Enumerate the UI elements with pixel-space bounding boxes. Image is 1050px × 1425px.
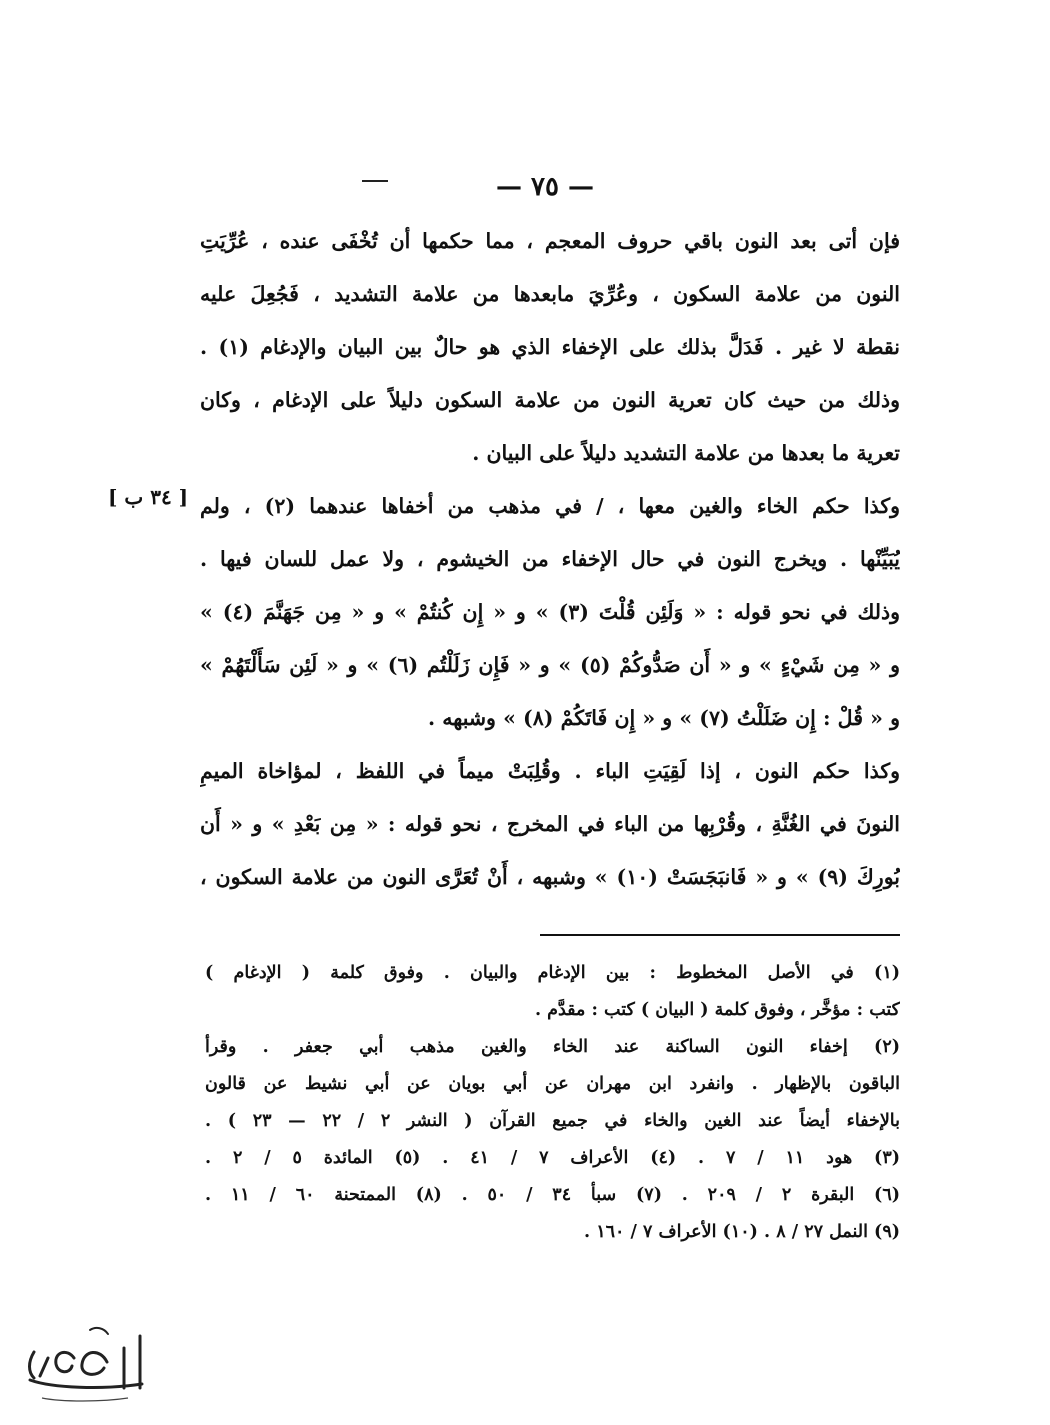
text-line: وكذا حكم الخاء والغين معها ، / في مذهب من أخفاها عندهما (٢) ، ولم	[200, 494, 900, 518]
footnote-line: (٩) النمل ٢٧ / ٨ . (١٠) الأعراف ٧ / ١٦٠ .	[584, 1222, 900, 1242]
text-line: و « مِن شَيْءٍ » و « أَن صَدُّوكُمْ (٥) » و « فَإِن زَلَلْتُم (٦) » و « لَئِن سَأَلْتَهُمْ »	[200, 653, 900, 677]
text-line: بُورِكَ (٩) » و « فَانبَجَسَتْ (١٠) » وشبهه ، أَنْ تُعَرَّى النون من علامة السكون ،	[200, 865, 900, 889]
text-line: نقطة لا غير . فَدَلَّ بذلك على الإخفاء الذي هو حالٌ بين البيان والإدغام (١) .	[200, 335, 900, 359]
text-line: النونَ في الغُنَّةِ ، وقُرْبِها من الباء في المخرج ، نحو قوله : « مِن بَعْدِ » و « أَن	[200, 812, 900, 836]
footnote-line: (٣) هود ١١ / ٧ . (٤) الأعراف ٧ / ٤١ . (٥) المائدة ٥ / ٢ .	[205, 1148, 900, 1168]
footnote-line: الباقون بالإظهار . وانفرد ابن مهران عن أبي بويان عن أبي نشيط عن قالون	[205, 1074, 900, 1094]
footnote-line: (٢) إخفاء النون الساكنة عند الخاء والغين مذهب أبي جعفر . وقرأ	[205, 1037, 900, 1057]
header-mark	[362, 180, 388, 182]
text-line: و « قُلْ : إِن ضَلَلْتُ (٧) » و « إِن فَاتَكُمْ (٨) » وشبهه .	[427, 706, 900, 730]
calligraphy-stamp	[12, 1318, 152, 1408]
main-text	[200, 215, 900, 904]
footnote-line: كتب : مؤخَّر ، وفوق كلمة ( البيان ) كتب : مقدَّم .	[534, 1000, 900, 1020]
text-line: وكذا حكم النون ، إذا لَقِيَتِ الباء . وقُلِبَتْ ميماً في اللفظ ، لمؤاخاة الميمِ	[200, 759, 900, 783]
footnote-line: بالإخفاء أيضاً عند الغين والخاء في جميع القرآن ( النشر ٢ / ٢٢ — ٢٣ ) .	[205, 1111, 900, 1131]
text-line: فإن أتى بعد النون باقي حروف المعجم ، مما حكمها أن تُخْفَى عنده ، عُرِّيَتِ	[200, 229, 900, 253]
text-line: وذلك من حيث كان تعرية النون من علامة السكون دليلاً على الإدغام ، وكان	[200, 388, 900, 412]
manuscript-folio-marker: [ ٣٤ ب ]	[108, 485, 189, 509]
footnote-line: (٦) البقرة ٢ / ٢٠٩ . (٧) سبأ ٣٤ / ٥٠ . (٨) الممتحنة ٦٠ / ١١ .	[205, 1185, 900, 1205]
text-line: تعرية ما بعدها من علامة التشديد دليلاً على البيان .	[472, 441, 900, 465]
footnotes	[205, 955, 900, 1251]
footnote-separator	[540, 934, 900, 936]
footnote-line: (١) في الأصل المخطوط : بين الإدغام والبيان . وفوق كلمة ( الإدغام )	[205, 963, 900, 983]
text-line: يُبَيِّنْها . ويخرج النون في حال الإخفاء من الخيشوم ، ولا عمل للسان فيها .	[200, 547, 900, 571]
text-line: النون من علامة السكون ، وعُرِّيَ مابعدها من علامة التشديد ، فَجُعِلَ عليه	[200, 282, 900, 306]
page-number: — ٧٥ —	[495, 172, 595, 202]
text-line: وذلك في نحو قوله : « وَلَئِن قُلْتَ (٣) » و « إِن كُنتُمْ » و « مِن جَهَنَّمَ (٤) »	[200, 600, 900, 624]
